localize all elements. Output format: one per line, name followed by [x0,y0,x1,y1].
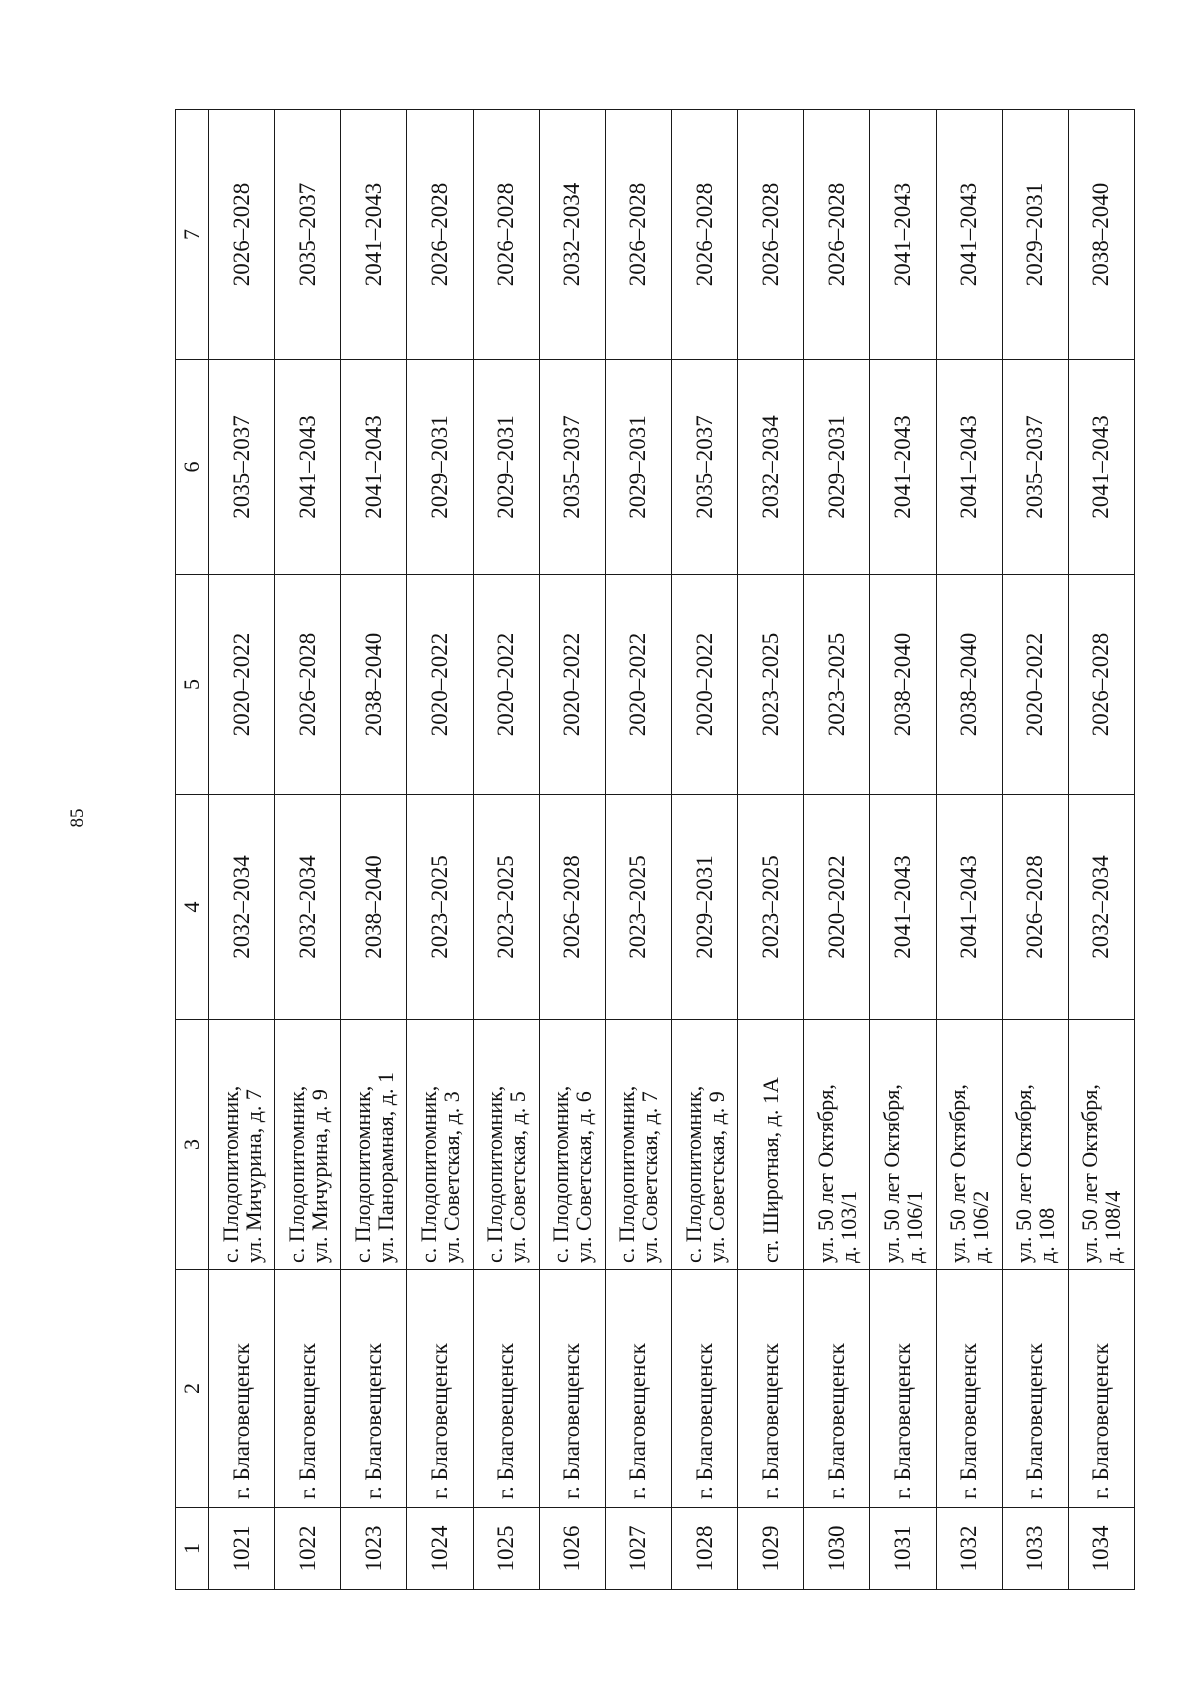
address-cell [209,1020,275,1270]
period-cell-5: 2023–2025 [738,575,804,795]
city-cell: г. Благовещенск [1068,1270,1134,1508]
address-line: ул. Панорамная, д. 1 [372,1072,398,1263]
table-row [1068,110,1134,1590]
period-cell-5: 2020–2022 [1002,575,1068,795]
table-row [539,110,605,1590]
period-cell-6: 2041–2043 [1068,360,1134,575]
address-line: ул. Советская, д. 7 [637,1091,663,1263]
period-cell-6: 2032–2034 [738,360,804,575]
period-cell-5: 2038–2040 [341,575,407,795]
period-cell-6: 2035–2037 [539,360,605,575]
row-number: 1027 [605,1508,671,1590]
header-row [176,110,209,1590]
header-cell-7: 7 [176,110,209,360]
address-cell [738,1020,804,1270]
period-cell-4: 2041–2043 [936,795,1002,1020]
period-cell-5: 2020–2022 [605,575,671,795]
city-cell: г. Благовещенск [209,1270,275,1508]
table-row [341,110,407,1590]
address-line: ул. Мичурина, д. 9 [306,1089,332,1263]
period-cell-4: 2032–2034 [275,795,341,1020]
period-cell-7: 2041–2043 [936,110,1002,360]
header-cell-2: 2 [176,1270,209,1508]
period-cell-7: 2026–2028 [209,110,275,360]
address-line: д. 108 [1034,1207,1060,1263]
period-cell-5: 2038–2040 [936,575,1002,795]
period-cell-7: 2032–2034 [539,110,605,360]
period-cell-7: 2041–2043 [870,110,936,360]
period-cell-5: 2020–2022 [209,575,275,795]
table-row [407,110,473,1590]
address-line: ул. Мичурина, д. 7 [240,1089,266,1263]
table-row [936,110,1002,1590]
address-line: с. Плодопитомник, [415,1085,441,1263]
period-cell-7: 2026–2028 [407,110,473,360]
row-number: 1029 [738,1508,804,1590]
address-cell [936,1020,1002,1270]
table-row [804,110,870,1590]
period-cell-6: 2035–2037 [209,360,275,575]
rotated-table-container [175,110,1135,1590]
period-cell-4: 2038–2040 [341,795,407,1020]
table-row [870,110,936,1590]
city-cell: г. Благовещенск [1002,1270,1068,1508]
page-number: 85 [67,808,88,828]
table-row [738,110,804,1590]
period-cell-6: 2029–2031 [473,360,539,575]
period-cell-5: 2020–2022 [407,575,473,795]
period-cell-4: 2023–2025 [738,795,804,1020]
city-cell: г. Благовещенск [936,1270,1002,1508]
header-cell-4: 4 [176,795,209,1020]
address-line: ул. 50 лет Октября, [812,1084,838,1263]
city-cell: г. Благовещенск [275,1270,341,1508]
period-cell-7: 2026–2028 [605,110,671,360]
period-cell-6: 2029–2031 [407,360,473,575]
address-cell [539,1020,605,1270]
address-line: д. 103/1 [835,1190,861,1263]
period-cell-6: 2041–2043 [936,360,1002,575]
row-number: 1032 [936,1508,1002,1590]
address-line: ул. 50 лет Октября, [878,1084,904,1263]
row-number: 1021 [209,1508,275,1590]
address-cell [275,1020,341,1270]
row-number: 1028 [671,1508,737,1590]
period-cell-6: 2035–2037 [1002,360,1068,575]
period-cell-7: 2026–2028 [738,110,804,360]
period-cell-5: 2026–2028 [1068,575,1134,795]
period-cell-6: 2029–2031 [804,360,870,575]
address-line: ул. 50 лет Октября, [945,1084,971,1263]
period-cell-6: 2041–2043 [275,360,341,575]
period-cell-4: 2020–2022 [804,795,870,1020]
address-cell [671,1020,737,1270]
address-line: с. Плодопитомник, [349,1085,375,1263]
row-number: 1022 [275,1508,341,1590]
table-row [275,110,341,1590]
header-cell-5: 5 [176,575,209,795]
address-line: ул. 50 лет Октября, [1011,1084,1037,1263]
period-cell-7: 2038–2040 [1068,110,1134,360]
row-number: 1030 [804,1508,870,1590]
row-number: 1025 [473,1508,539,1590]
address-cell [1068,1020,1134,1270]
row-number: 1034 [1068,1508,1134,1590]
address-line: с. Плодопитомник, [283,1085,309,1263]
address-cell [1002,1020,1068,1270]
period-cell-7: 2041–2043 [341,110,407,360]
table-header [176,110,209,1590]
address-line: ул. Советская, д. 5 [505,1091,531,1263]
period-cell-5: 2020–2022 [539,575,605,795]
period-cell-7: 2026–2028 [804,110,870,360]
address-line: ст. Широтная, д. 1А [758,1077,784,1263]
period-cell-5: 2026–2028 [275,575,341,795]
period-cell-4: 2023–2025 [605,795,671,1020]
table-row [473,110,539,1590]
city-cell: г. Благовещенск [341,1270,407,1508]
period-cell-7: 2026–2028 [473,110,539,360]
city-cell: г. Благовещенск [407,1270,473,1508]
table-row [605,110,671,1590]
period-cell-6: 2041–2043 [341,360,407,575]
period-cell-4: 2032–2034 [1068,795,1134,1020]
row-number: 1023 [341,1508,407,1590]
period-cell-7: 2029–2031 [1002,110,1068,360]
period-cell-4: 2026–2028 [539,795,605,1020]
city-cell: г. Благовещенск [539,1270,605,1508]
address-cell [473,1020,539,1270]
period-cell-6: 2041–2043 [870,360,936,575]
address-line: д. 106/1 [901,1190,927,1263]
address-cell [407,1020,473,1270]
table-row [209,110,275,1590]
table-body [209,110,1135,1590]
table-row [1002,110,1068,1590]
city-cell: г. Благовещенск [671,1270,737,1508]
period-cell-4: 2023–2025 [407,795,473,1020]
row-number: 1033 [1002,1508,1068,1590]
address-line: с. Плодопитомник, [482,1085,508,1263]
period-cell-4: 2032–2034 [209,795,275,1020]
header-cell-1: 1 [176,1508,209,1590]
city-cell: г. Благовещенск [605,1270,671,1508]
city-cell: г. Благовещенск [804,1270,870,1508]
period-cell-5: 2020–2022 [671,575,737,795]
city-cell: г. Благовещенск [473,1270,539,1508]
city-cell: г. Благовещенск [738,1270,804,1508]
period-cell-6: 2035–2037 [671,360,737,575]
period-cell-7: 2026–2028 [671,110,737,360]
row-number: 1024 [407,1508,473,1590]
city-cell: г. Благовещенск [870,1270,936,1508]
address-cell [341,1020,407,1270]
header-cell-6: 6 [176,360,209,575]
period-cell-5: 2023–2025 [804,575,870,795]
address-cell [804,1020,870,1270]
address-line: с. Плодопитомник, [614,1085,640,1263]
header-cell-3: 3 [176,1020,209,1270]
address-line: д. 106/2 [968,1190,994,1263]
address-line: д. 108/4 [1100,1190,1126,1263]
address-line: с. Плодопитомник, [680,1085,706,1263]
period-cell-4: 2029–2031 [671,795,737,1020]
address-line: ул. Советская, д. 3 [438,1091,464,1263]
address-line: с. Плодопитомник, [217,1085,243,1263]
address-cell [870,1020,936,1270]
period-cell-5: 2020–2022 [473,575,539,795]
period-cell-4: 2026–2028 [1002,795,1068,1020]
period-cell-4: 2023–2025 [473,795,539,1020]
address-line: ул. Советская, д. 6 [571,1091,597,1263]
period-cell-6: 2029–2031 [605,360,671,575]
period-cell-4: 2041–2043 [870,795,936,1020]
schedule-table [175,109,1135,1590]
row-number: 1031 [870,1508,936,1590]
address-line: ул. Советская, д. 9 [703,1091,729,1263]
address-line: ул. 50 лет Октября, [1077,1084,1103,1263]
period-cell-7: 2035–2037 [275,110,341,360]
period-cell-5: 2038–2040 [870,575,936,795]
table-row [671,110,737,1590]
row-number: 1026 [539,1508,605,1590]
address-cell [605,1020,671,1270]
address-line: с. Плодопитомник, [548,1085,574,1263]
